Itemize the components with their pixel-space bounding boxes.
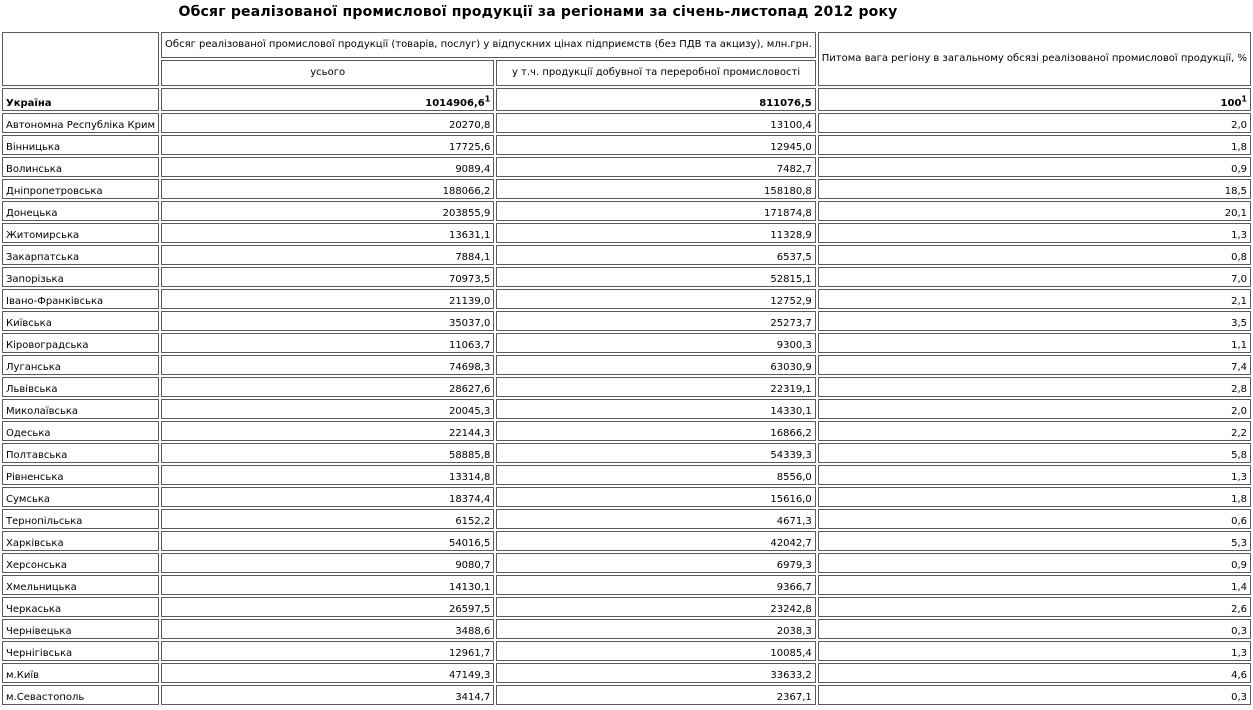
share-percent-cell: 1,4 bbox=[818, 575, 1251, 595]
volume-mining-cell: 42042,7 bbox=[496, 531, 815, 551]
volume-total-cell: 28627,6 bbox=[161, 377, 494, 397]
volume-total-cell: 188066,2 bbox=[161, 179, 494, 199]
region-name-cell: Одеська bbox=[2, 421, 159, 441]
table-row bbox=[2, 663, 1251, 683]
volume-total-cell: 13631,1 bbox=[161, 223, 494, 243]
table-row bbox=[2, 465, 1251, 485]
table-row bbox=[2, 575, 1251, 595]
volume-total-cell: 21139,0 bbox=[161, 289, 494, 309]
share-percent-cell: 1,8 bbox=[818, 487, 1251, 507]
region-name-cell: Івано-Франківська bbox=[2, 289, 159, 309]
region-name-cell: Чернівецька bbox=[2, 619, 159, 639]
total-region-name: Україна bbox=[2, 88, 159, 111]
volume-total-cell: 35037,0 bbox=[161, 311, 494, 331]
volume-total-cell: 14130,1 bbox=[161, 575, 494, 595]
table-row bbox=[2, 377, 1251, 397]
share-percent-cell: 0,3 bbox=[818, 619, 1251, 639]
table-row bbox=[2, 135, 1251, 155]
region-name-cell: м.Київ bbox=[2, 663, 159, 683]
region-name-cell: Рівненська bbox=[2, 465, 159, 485]
share-percent-cell: 1,3 bbox=[818, 465, 1251, 485]
region-name-cell: Сумська bbox=[2, 487, 159, 507]
volume-mining-cell: 54339,3 bbox=[496, 443, 815, 463]
region-name-cell: Автономна Республіка Крим bbox=[2, 113, 159, 133]
region-name-cell: Харківська bbox=[2, 531, 159, 551]
total-volume-value: 1014906,6 bbox=[425, 98, 485, 109]
header-share-column: Питома вага регіону в загальному обсязі реалізованої промислової продукції, % bbox=[818, 32, 1251, 86]
table-row bbox=[2, 267, 1251, 287]
table-row bbox=[2, 179, 1251, 199]
table-row bbox=[2, 553, 1251, 573]
volume-total-cell: 12961,7 bbox=[161, 641, 494, 661]
total-share-value: 100 bbox=[1220, 98, 1242, 109]
share-percent-cell: 5,3 bbox=[818, 531, 1251, 551]
volume-total-cell: 203855,9 bbox=[161, 201, 494, 221]
volume-mining-cell: 2367,1 bbox=[496, 685, 815, 705]
table-body bbox=[2, 88, 1251, 705]
region-name-cell: Закарпатська bbox=[2, 245, 159, 265]
header-region-cell bbox=[2, 32, 159, 86]
header-mining-processing-column: у т.ч. продукції добувної та переробної промисловості bbox=[496, 60, 815, 86]
share-percent-cell: 2,0 bbox=[818, 113, 1251, 133]
region-name-cell: Львівська bbox=[2, 377, 159, 397]
region-name-cell: Хмельницька bbox=[2, 575, 159, 595]
table-row bbox=[2, 487, 1251, 507]
region-name-cell: Полтавська bbox=[2, 443, 159, 463]
region-name-cell: Чернігівська bbox=[2, 641, 159, 661]
volume-total-cell: 9089,4 bbox=[161, 157, 494, 177]
table-row bbox=[2, 399, 1251, 419]
volume-mining-cell: 22319,1 bbox=[496, 377, 815, 397]
volume-total-cell: 13314,8 bbox=[161, 465, 494, 485]
share-percent-cell: 1,3 bbox=[818, 641, 1251, 661]
volume-total-cell: 26597,5 bbox=[161, 597, 494, 617]
volume-mining-cell: 9366,7 bbox=[496, 575, 815, 595]
total-row-ukraine bbox=[2, 88, 1251, 111]
table-row bbox=[2, 113, 1251, 133]
table-row bbox=[2, 531, 1251, 551]
volume-total-cell: 17725,6 bbox=[161, 135, 494, 155]
volume-total-cell: 54016,5 bbox=[161, 531, 494, 551]
volume-mining-cell: 6979,3 bbox=[496, 553, 815, 573]
table-row bbox=[2, 223, 1251, 243]
volume-mining-cell: 2038,3 bbox=[496, 619, 815, 639]
volume-total-cell: 20045,3 bbox=[161, 399, 494, 419]
total-share-footnote: 1 bbox=[1241, 94, 1247, 104]
header-sales-volume-group: Обсяг реалізованої промислової продукції (товарів, послуг) у відпускних цінах підприємств (без ПДВ та акцизу), млн.грн. bbox=[161, 32, 816, 58]
region-name-cell: Житомирська bbox=[2, 223, 159, 243]
table-row bbox=[2, 355, 1251, 375]
share-percent-cell: 1,1 bbox=[818, 333, 1251, 353]
share-percent-cell: 5,8 bbox=[818, 443, 1251, 463]
volume-total-cell: 6152,2 bbox=[161, 509, 494, 529]
share-percent-cell: 3,5 bbox=[818, 311, 1251, 331]
regional-industry-table bbox=[0, 30, 1253, 707]
share-percent-cell: 0,6 bbox=[818, 509, 1251, 529]
volume-total-cell: 18374,4 bbox=[161, 487, 494, 507]
region-name-cell: Луганська bbox=[2, 355, 159, 375]
total-volume-cell bbox=[161, 88, 494, 111]
volume-total-cell: 3414,7 bbox=[161, 685, 494, 705]
share-percent-cell: 18,5 bbox=[818, 179, 1251, 199]
share-percent-cell: 0,9 bbox=[818, 553, 1251, 573]
volume-mining-cell: 14330,1 bbox=[496, 399, 815, 419]
region-name-cell: Херсонська bbox=[2, 553, 159, 573]
table-row bbox=[2, 641, 1251, 661]
volume-total-cell: 74698,3 bbox=[161, 355, 494, 375]
table-row bbox=[2, 421, 1251, 441]
volume-mining-cell: 12945,0 bbox=[496, 135, 815, 155]
table-row bbox=[2, 685, 1251, 705]
volume-mining-cell: 33633,2 bbox=[496, 663, 815, 683]
volume-mining-cell: 8556,0 bbox=[496, 465, 815, 485]
share-percent-cell: 4,6 bbox=[818, 663, 1251, 683]
volume-mining-cell: 16866,2 bbox=[496, 421, 815, 441]
region-name-cell: м.Севастополь bbox=[2, 685, 159, 705]
share-percent-cell: 7,0 bbox=[818, 267, 1251, 287]
region-name-cell: Тернопільська bbox=[2, 509, 159, 529]
share-percent-cell: 0,9 bbox=[818, 157, 1251, 177]
table-row bbox=[2, 245, 1251, 265]
table-row bbox=[2, 443, 1251, 463]
share-percent-cell: 20,1 bbox=[818, 201, 1251, 221]
share-percent-cell: 2,8 bbox=[818, 377, 1251, 397]
share-percent-cell: 7,4 bbox=[818, 355, 1251, 375]
table-row bbox=[2, 289, 1251, 309]
total-volume-footnote: 1 bbox=[484, 94, 491, 104]
share-percent-cell: 1,3 bbox=[818, 223, 1251, 243]
share-percent-cell: 2,0 bbox=[818, 399, 1251, 419]
volume-mining-cell: 12752,9 bbox=[496, 289, 815, 309]
volume-mining-cell: 63030,9 bbox=[496, 355, 815, 375]
share-percent-cell: 0,3 bbox=[818, 685, 1251, 705]
volume-mining-cell: 25273,7 bbox=[496, 311, 815, 331]
volume-mining-cell: 10085,4 bbox=[496, 641, 815, 661]
page-title: Обсяг реалізованої промислової продукції за регіонами за січень-листопад 2012 року bbox=[178, 4, 898, 20]
header-row-1 bbox=[2, 32, 1251, 58]
volume-total-cell: 47149,3 bbox=[161, 663, 494, 683]
table-row bbox=[2, 597, 1251, 617]
volume-total-cell: 22144,3 bbox=[161, 421, 494, 441]
volume-mining-cell: 6537,5 bbox=[496, 245, 815, 265]
volume-mining-cell: 7482,7 bbox=[496, 157, 815, 177]
volume-mining-cell: 4671,3 bbox=[496, 509, 815, 529]
region-name-cell: Донецька bbox=[2, 201, 159, 221]
region-name-cell: Вінницька bbox=[2, 135, 159, 155]
region-name-cell: Київська bbox=[2, 311, 159, 331]
total-share-cell bbox=[818, 88, 1251, 111]
volume-total-cell: 20270,8 bbox=[161, 113, 494, 133]
volume-total-cell: 11063,7 bbox=[161, 333, 494, 353]
volume-mining-cell: 171874,8 bbox=[496, 201, 815, 221]
region-name-cell: Дніпропетровська bbox=[2, 179, 159, 199]
table-row bbox=[2, 509, 1251, 529]
volume-mining-cell: 15616,0 bbox=[496, 487, 815, 507]
share-percent-cell: 2,1 bbox=[818, 289, 1251, 309]
table-row bbox=[2, 311, 1251, 331]
share-percent-cell: 2,6 bbox=[818, 597, 1251, 617]
volume-total-cell: 3488,6 bbox=[161, 619, 494, 639]
volume-mining-cell: 11328,9 bbox=[496, 223, 815, 243]
volume-mining-cell: 23242,8 bbox=[496, 597, 815, 617]
volume-total-cell: 7884,1 bbox=[161, 245, 494, 265]
region-name-cell: Миколаївська bbox=[2, 399, 159, 419]
region-name-cell: Кіровоградська bbox=[2, 333, 159, 353]
region-name-cell: Запорізька bbox=[2, 267, 159, 287]
total-mining-value: 811076,5 bbox=[496, 88, 815, 111]
region-name-cell: Черкаська bbox=[2, 597, 159, 617]
share-percent-cell: 2,2 bbox=[818, 421, 1251, 441]
volume-total-cell: 9080,7 bbox=[161, 553, 494, 573]
volume-mining-cell: 13100,4 bbox=[496, 113, 815, 133]
share-percent-cell: 1,8 bbox=[818, 135, 1251, 155]
table-row bbox=[2, 619, 1251, 639]
table-row bbox=[2, 157, 1251, 177]
volume-total-cell: 70973,5 bbox=[161, 267, 494, 287]
region-name-cell: Волинська bbox=[2, 157, 159, 177]
table-row bbox=[2, 201, 1251, 221]
table-row bbox=[2, 333, 1251, 353]
header-total-column: усього bbox=[161, 60, 494, 86]
volume-mining-cell: 52815,1 bbox=[496, 267, 815, 287]
share-percent-cell: 0,8 bbox=[818, 245, 1251, 265]
volume-mining-cell: 158180,8 bbox=[496, 179, 815, 199]
volume-mining-cell: 9300,3 bbox=[496, 333, 815, 353]
volume-total-cell: 58885,8 bbox=[161, 443, 494, 463]
